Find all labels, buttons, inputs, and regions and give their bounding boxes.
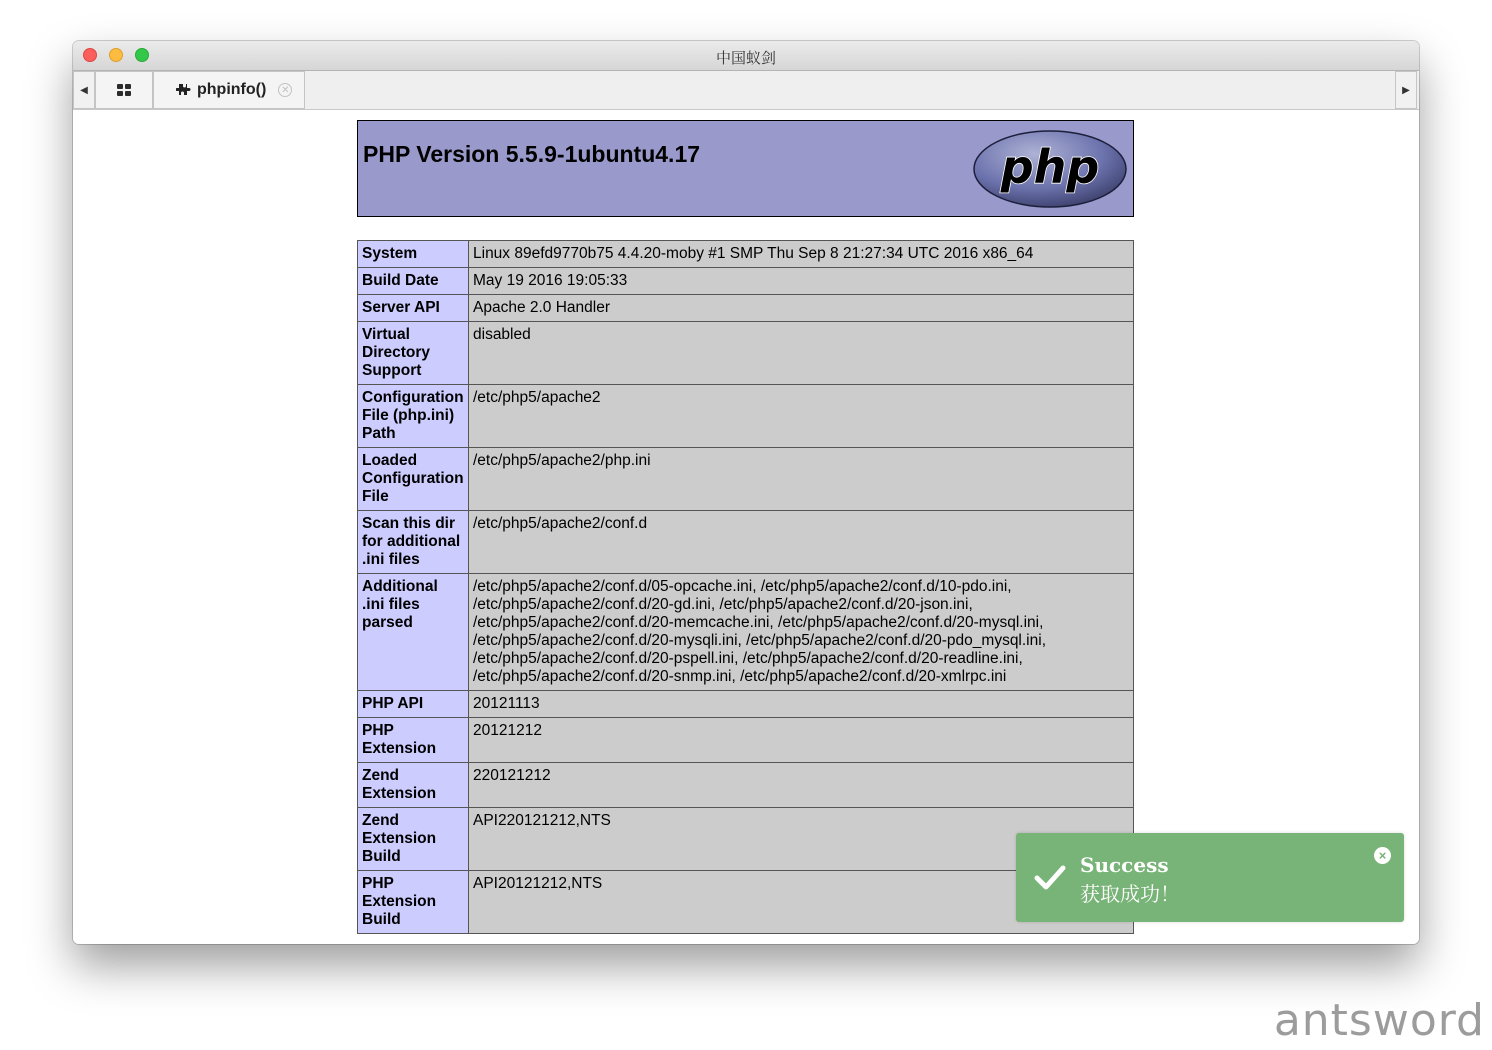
tab-bar	[73, 71, 1419, 110]
success-toast	[1016, 833, 1404, 922]
tab-scroll-right-button[interactable]: ▶	[1395, 71, 1417, 109]
row-value: /etc/php5/apache2/conf.d/05-opcache.ini, /etc/php5/apache2/conf.d/10-pdo.ini, /etc/php5/apache2/conf.d/20-gd.ini, /etc/php5/apache2/conf.d/20-json.ini, /etc/php5/apache2/conf.d/20-memcache.ini, /etc/php5/apache2/conf.d/20-mysql.ini, /etc/php5/apache2/conf.d/20-mysqli.ini, /etc/php5/apache2/conf.d/20-pdo_mysql.ini, /etc/php5/apache2/conf.d/20-pspell.ini, /etc/php5/apache2/conf.d/20-readline.ini, /etc/php5/apache2/conf.d/20-snmp.ini, /etc/php5/apache2/conf.d/20-xmlrpc.ini	[469, 574, 1134, 691]
table-row	[358, 385, 1134, 448]
toast-message: 获取成功！	[1080, 882, 1180, 906]
toast-close-icon[interactable]: ×	[1374, 847, 1391, 864]
row-key: Zend Extension	[358, 763, 469, 808]
row-value: API20121212,NTS	[469, 871, 1134, 934]
puzzle-icon	[176, 82, 192, 99]
phpinfo-content[interactable]	[73, 110, 1419, 944]
table-row	[358, 574, 1134, 691]
tab-scroll-left-button[interactable]: ◀	[73, 71, 95, 109]
row-value: Linux 89efd9770b75 4.4.20-moby #1 SMP Thu Sep 8 21:27:34 UTC 2016 x86_64	[469, 241, 1134, 268]
app-window	[73, 41, 1419, 944]
check-icon	[1034, 863, 1066, 891]
row-value: 20121113	[469, 691, 1134, 718]
row-key: PHP Extension	[358, 718, 469, 763]
table-row	[358, 241, 1134, 268]
toast-title: Success	[1080, 853, 1169, 877]
row-value: 220121212	[469, 763, 1134, 808]
table-row	[358, 448, 1134, 511]
window-title: 中国蚁剑	[715, 49, 776, 67]
svg-text:php: php	[1000, 140, 1100, 194]
tab-close-icon[interactable]: ✕	[278, 83, 292, 97]
table-row	[358, 691, 1134, 718]
title-bar	[73, 41, 1419, 71]
table-row	[358, 718, 1134, 763]
phpinfo-table	[357, 240, 1134, 934]
row-value: /etc/php5/apache2/php.ini	[469, 448, 1134, 511]
row-key: PHP API	[358, 691, 469, 718]
table-row	[358, 763, 1134, 808]
php-logo	[973, 130, 1127, 208]
row-value: 20121212	[469, 718, 1134, 763]
antsword-watermark: antsword	[1273, 995, 1485, 1046]
table-row	[358, 295, 1134, 322]
table-row	[358, 268, 1134, 295]
tab-phpinfo[interactable]	[153, 71, 305, 109]
row-key: Server API	[358, 295, 469, 322]
row-value: May 19 2016 19:05:33	[469, 268, 1134, 295]
row-key: System	[358, 241, 469, 268]
tab-home[interactable]	[95, 71, 153, 109]
row-key: Zend Extension Build	[358, 808, 469, 871]
row-value: Apache 2.0 Handler	[469, 295, 1134, 322]
row-key: Virtual Directory Support	[358, 322, 469, 385]
tab-label: phpinfo()	[197, 81, 267, 98]
row-value: API220121212,NTS	[469, 808, 1134, 871]
row-key: Configuration File (php.ini) Path	[358, 385, 469, 448]
row-value: /etc/php5/apache2	[469, 385, 1134, 448]
php-version-header	[357, 120, 1134, 217]
table-row	[358, 511, 1134, 574]
row-value: disabled	[469, 322, 1134, 385]
table-row	[358, 322, 1134, 385]
row-key: Build Date	[358, 268, 469, 295]
row-key: Loaded Configuration File	[358, 448, 469, 511]
row-key: Additional .ini files parsed	[358, 574, 469, 691]
row-key: Scan this dir for additional .ini files	[358, 511, 469, 574]
grid-icon	[117, 84, 132, 97]
row-value: /etc/php5/apache2/conf.d	[469, 511, 1134, 574]
row-key: PHP Extension Build	[358, 871, 469, 934]
php-version-title: PHP Version 5.5.9-1ubuntu4.17	[363, 141, 701, 167]
